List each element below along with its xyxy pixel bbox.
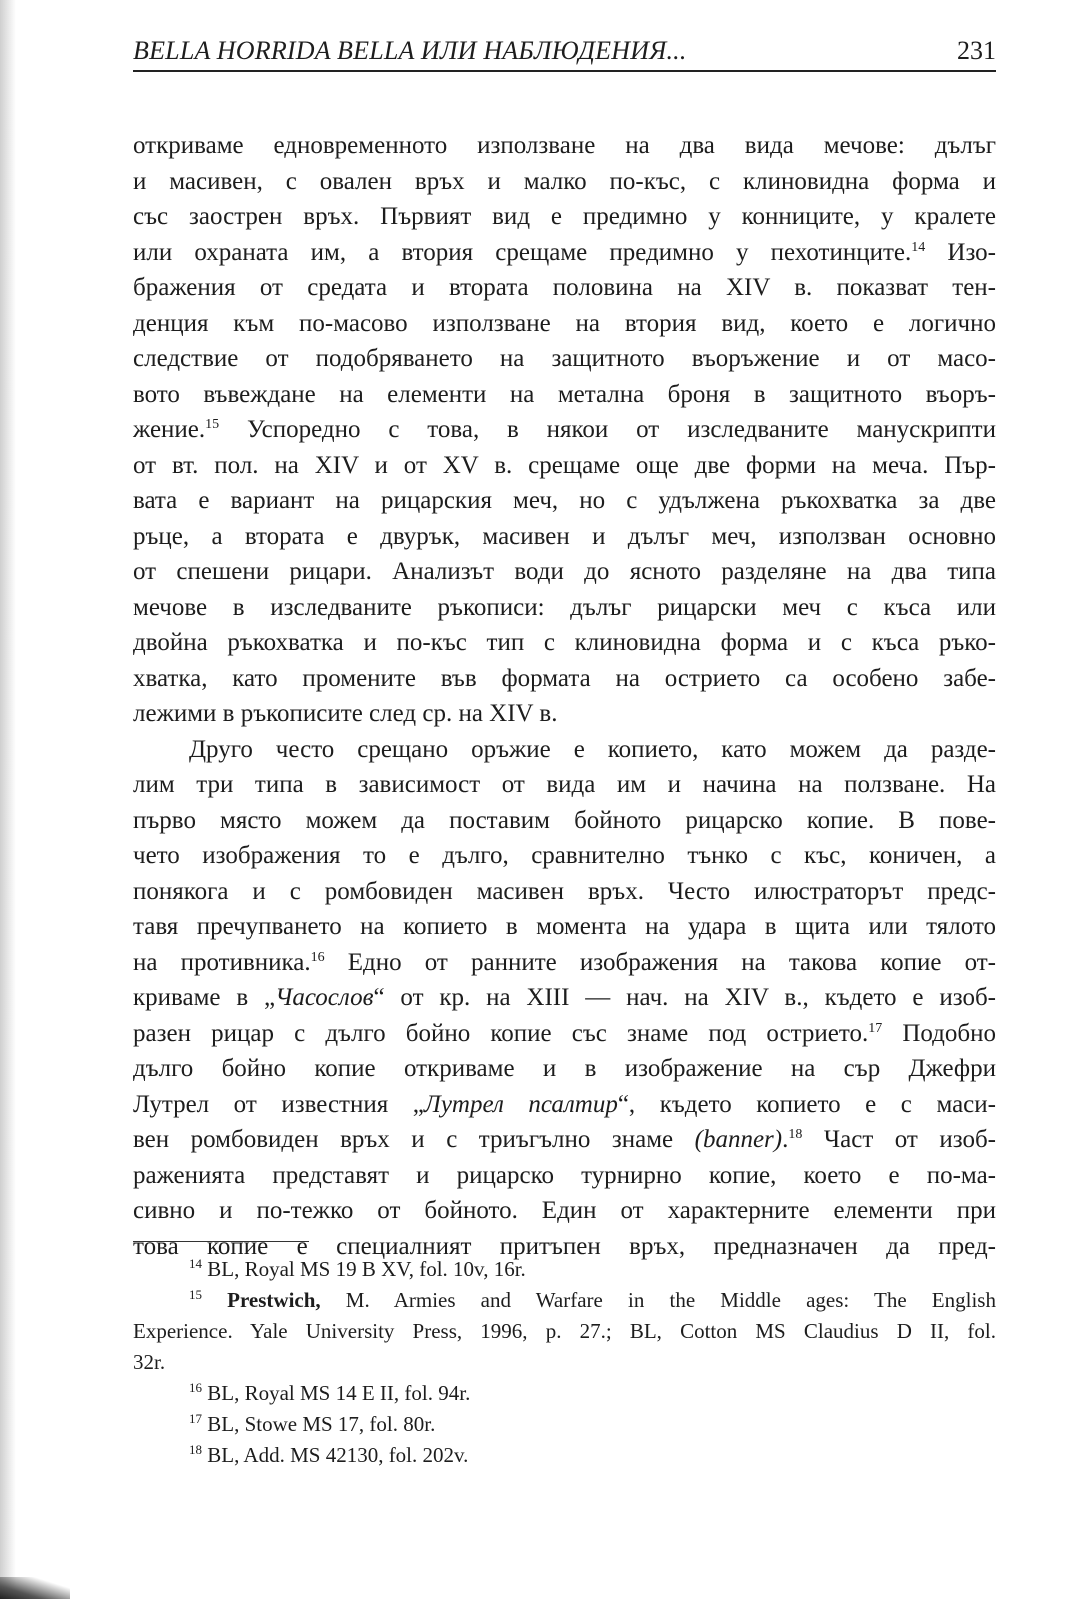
page-number: 231	[957, 36, 996, 65]
text-line: мечове в изследваните ръкописи: дълъг рицарски меч с къса или	[133, 593, 996, 621]
text-run: “, където копието е с маси-	[617, 1090, 996, 1118]
text-run: .	[782, 1126, 789, 1153]
text-run: Лутрел от известния „	[133, 1090, 424, 1118]
italic-title: Лутрел псалтир	[423, 1090, 618, 1118]
text-line: откриваме едновременното използване на два вида мечове: дълъг	[133, 132, 996, 159]
text-line	[133, 980, 996, 1016]
text-line	[133, 412, 996, 448]
text-run: вен ромбовиден връх и с триъгълно знаме	[133, 1126, 695, 1153]
footnote-number: 16	[189, 1380, 202, 1395]
italic-title: Часослов	[275, 984, 374, 1011]
paragraph-spears	[133, 732, 996, 1265]
text-line: първо място можем да поставим бойното рицарско копие. В пове-	[133, 806, 996, 834]
text-line	[133, 1087, 996, 1123]
footnote-line	[133, 1440, 996, 1471]
footnote-ref-14: 14	[911, 239, 926, 255]
text-line: и масивен, с овален връх и малко по-къс, с клиновидна форма и	[133, 167, 996, 195]
italic-term: (banner)	[694, 1126, 783, 1153]
paragraph-swords	[133, 128, 996, 732]
footnotes	[133, 1254, 996, 1471]
footnote-number: 18	[189, 1442, 202, 1457]
text-line	[133, 945, 996, 981]
footnote-text: M. Armies and Warfare in the Middle ages: The English	[320, 1288, 996, 1312]
footnote-text: BL, Stowe MS 17, fol. 80r.	[202, 1412, 436, 1436]
footnote-text: BL, Royal MS 14 E II, fol. 94r.	[202, 1381, 471, 1405]
text-run: криваме в „	[133, 984, 276, 1011]
footnote-17	[133, 1409, 996, 1440]
footnote-author: Prestwich,	[202, 1288, 321, 1312]
text-line: от спешени рицари. Анализът води до ясното разделяне на два типа	[133, 558, 996, 585]
page-gutter-shadow	[0, 0, 16, 1599]
footnote-line	[133, 1285, 996, 1316]
footnote-16	[133, 1378, 996, 1409]
footnote-number: 15	[189, 1287, 202, 1302]
text-line: дълго бойно копие откриваме и в изображение на сър Джефри	[133, 1055, 996, 1082]
text-run: “ от кр. на XIII — нач. на XIV в., където е изоб-	[373, 984, 996, 1011]
main-text	[133, 128, 996, 1264]
text-line: чето изображения то е дълго, сравнително тънко с къс, коничен, а	[133, 842, 996, 869]
text-run: на противника.	[133, 948, 311, 976]
footnote-line: Experience. Yale University Press, 1996, p. 27.; BL, Cotton MS Claudius D II, fol.	[133, 1319, 996, 1343]
footnote-15	[133, 1285, 996, 1378]
footnote-18	[133, 1440, 996, 1471]
footnote-line: 32r.	[133, 1350, 166, 1374]
footnote-ref-18: 18	[788, 1127, 803, 1142]
text-line: раженията представят и рицарско турнирно копие, което е по-ма-	[133, 1161, 996, 1189]
footnote-ref-15: 15	[205, 417, 220, 432]
text-run: Изо-	[925, 238, 996, 266]
text-run: или охраната им, а втория срещаме предимно у пехотинците.	[133, 238, 912, 266]
text-run: Част от изоб-	[802, 1126, 996, 1153]
footnote-separator	[133, 1241, 309, 1242]
text-line: вото въвеждане на елементи на метална броня в защитното въоръ-	[133, 380, 996, 408]
text-line: Друго често срещано оръжие е копието, като можем да разде-	[189, 735, 996, 763]
text-run: разен рицар с дълго бойно копие със знаме под острието.	[133, 1019, 869, 1047]
scan-corner-shadow	[0, 1577, 70, 1599]
text-line: вата е вариант на рицарския меч, но с удължена ръкохватка за две	[133, 487, 996, 514]
footnote-line	[133, 1378, 996, 1409]
text-run: Подобно	[882, 1019, 996, 1047]
footnote-ref-16: 16	[310, 949, 325, 965]
text-line	[133, 1016, 996, 1052]
text-line: лежими в ръкописите след ср. на XIV в.	[133, 700, 558, 727]
footnote-line	[133, 1254, 996, 1285]
text-run: жение.	[133, 416, 206, 443]
text-line: ръце, а втората е двурък, масивен и дълъг меч, използван основно	[133, 522, 996, 550]
running-header	[133, 36, 996, 70]
text-line: от вт. пол. на XIV и от XV в. срещаме още две форми на меча. Пър-	[133, 451, 996, 479]
footnote-ref-17: 17	[868, 1020, 883, 1036]
footnote-number: 14	[189, 1256, 202, 1271]
footnote-text: BL, Add. MS 42130, fol. 202v.	[202, 1443, 469, 1467]
text-line	[133, 1122, 996, 1158]
text-line: със заострен връх. Първият вид е предимно у конниците, у кралете	[133, 203, 996, 230]
text-line: двойна ръкохватка и по-къс тип с клиновидна форма и с къса ръко-	[133, 629, 996, 656]
text-line	[133, 235, 996, 271]
footnote-line	[133, 1409, 996, 1440]
text-line: сивно и по-тежко от бойното. Един от характерните елементи при	[133, 1197, 996, 1224]
text-line: следствие от подобряването на защитното въоръжение и от масо-	[133, 345, 996, 372]
text-line: хватка, като промените във формата на острието са особено забе-	[133, 664, 996, 692]
text-line: лим три типа в зависимост от вида им и начина на ползване. На	[133, 771, 996, 798]
footnote-number: 17	[189, 1411, 202, 1426]
text-line: тавя пречупването на копието в момента на удара в щита или тялото	[133, 913, 996, 940]
header-rule	[133, 70, 996, 72]
text-line: бражения от средата и втората половина на XIV в. показват тен-	[133, 274, 996, 301]
footnote-text: BL, Royal MS 19 B XV, fol. 10v, 16r.	[202, 1257, 526, 1281]
text-line: понякога и с ромбовиден масивен връх. Често илюстраторът предс-	[133, 877, 996, 905]
footnote-14	[133, 1254, 996, 1285]
text-line: денция към по-масово използване на втория вид, което е логично	[133, 309, 996, 337]
text-run: Успоредно с това, в някои от изследваните манускрипти	[219, 416, 996, 443]
running-title: BELLA HORRIDA BELLA ИЛИ НАБЛЮДЕНИЯ...	[133, 36, 687, 65]
text-run: Едно от ранните изображения на такова копие от-	[324, 948, 996, 976]
text-line: това копие е специалният притъпен връх, предназначен да пред-	[133, 1232, 996, 1260]
